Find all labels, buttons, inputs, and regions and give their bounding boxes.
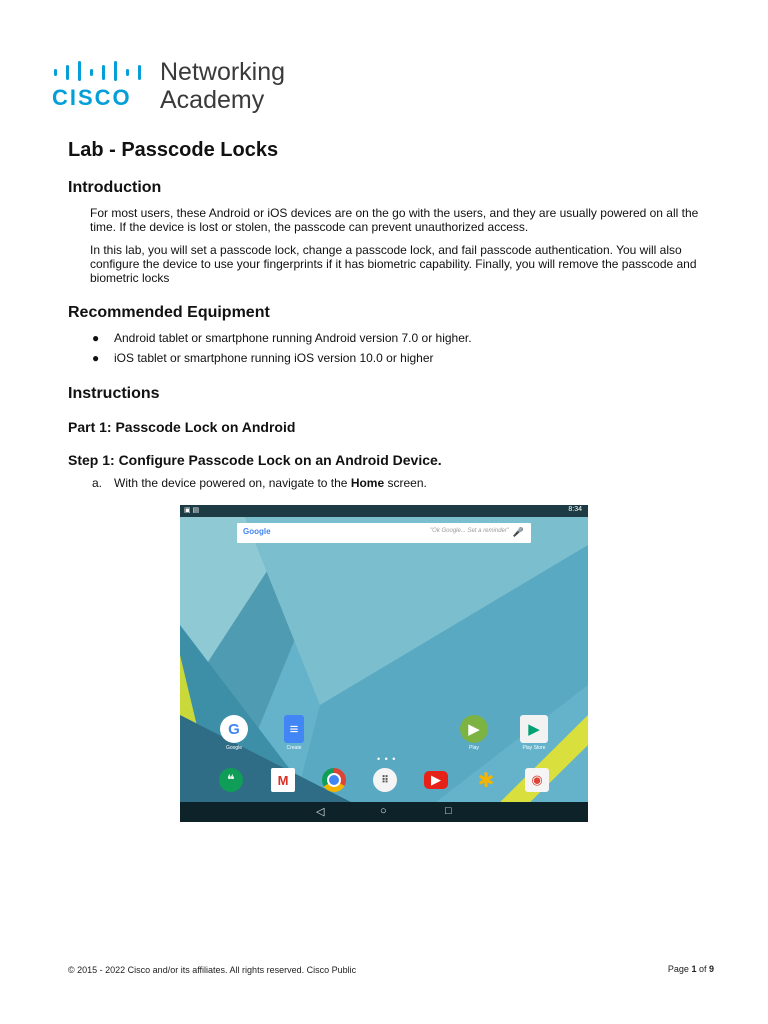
equipment-item-text: iOS tablet or smartphone running iOS version 10.0 or higher [114,351,434,365]
equipment-heading: Recommended Equipment [68,304,270,321]
step-a-text: With the device powered on, navigate to the [114,476,351,490]
app-play-store[interactable] [511,715,557,751]
chrome-alt-icon[interactable]: ◉ [525,768,549,792]
step-1-heading: Step 1: Configure Passcode Lock on an Android Device. [68,452,442,468]
step-a-home-bold: Home [350,476,385,490]
footer-page-number [668,964,714,974]
status-bar [180,505,588,517]
app-label: Play [469,745,479,751]
app-label: Create [286,745,302,751]
android-home-screenshot [180,505,588,822]
play-games-icon: ▶ [460,715,488,743]
cisco-networking-academy-logo [52,58,312,118]
equipment-item-text: Android tablet or smartphone running Android version 7.0 or higher. [114,331,472,345]
home-icon[interactable]: ○ [380,805,387,817]
app-play[interactable] [451,715,497,751]
bullet-icon: ● [92,331,100,345]
step-a-label: a. [92,476,103,490]
gmail-icon[interactable]: M [271,768,295,792]
mic-icon[interactable]: 🎤 [512,527,524,537]
app-drawer-icon[interactable]: ⠿ [373,768,397,792]
page-indicator: • • • [377,754,397,764]
search-hint: "Ok Google... Set a reminder" [430,528,509,534]
cisco-bars-icon [52,60,152,82]
part-1-heading: Part 1: Passcode Lock on Android [68,419,296,435]
app-label: Google [225,745,243,751]
play-store-icon: ▶ [520,715,548,743]
bullet-icon: ● [92,351,100,365]
google-logo: Google [243,527,271,536]
introduction-paragraph-1: For most users, these Android or iOS devices are on the go with the users, and they are usually powered on all the time. If the device is lost or stolen, the passcode can prevent unauthorized access. [90,206,699,234]
instructions-heading: Instructions [68,385,160,402]
docs-icon: ≡ [284,715,304,743]
youtube-icon[interactable]: ▶ [424,771,448,789]
logo-academy-text: Academy [160,86,265,114]
cisco-wordmark: CISCO [52,85,132,110]
app-create[interactable] [271,715,317,751]
app-google[interactable] [211,715,257,751]
hangouts-icon[interactable]: ❝ [219,768,243,792]
page-of: of [696,964,709,974]
step-a-text-end: screen. [384,476,427,490]
photos-icon[interactable]: ✱ [477,769,495,792]
step-a-item [92,476,427,490]
logo-networking-text: Networking [160,58,286,86]
notification-icons: ▣ ▤ [184,507,200,514]
page-current: 1 [691,964,697,974]
introduction-paragraph-2: In this lab, you will set a passcode lock, change a passcode lock, and fail passcode authentication. You will also configure the device to use your fingerprints if it has biometric capability. Finally, you will remove the passcode and biometric locks [90,243,697,285]
page-title: Lab - Passcode Locks [68,139,279,161]
nav-bar [180,802,588,822]
google-search-bar[interactable] [237,523,531,543]
introduction-heading: Introduction [68,179,162,196]
google-icon: G [220,715,248,743]
app-label: Play Store [522,745,546,751]
back-icon[interactable]: ◁ [316,806,325,818]
footer-copyright: © 2015 - 2022 Cisco and/or its affiliates. All rights reserved. Cisco Public [68,965,357,975]
page-total: 9 [708,964,714,974]
page-prefix: Page [667,964,692,974]
chrome-icon[interactable] [322,768,346,792]
recents-icon[interactable]: □ [445,805,452,817]
status-time: 8:34 [568,506,582,513]
